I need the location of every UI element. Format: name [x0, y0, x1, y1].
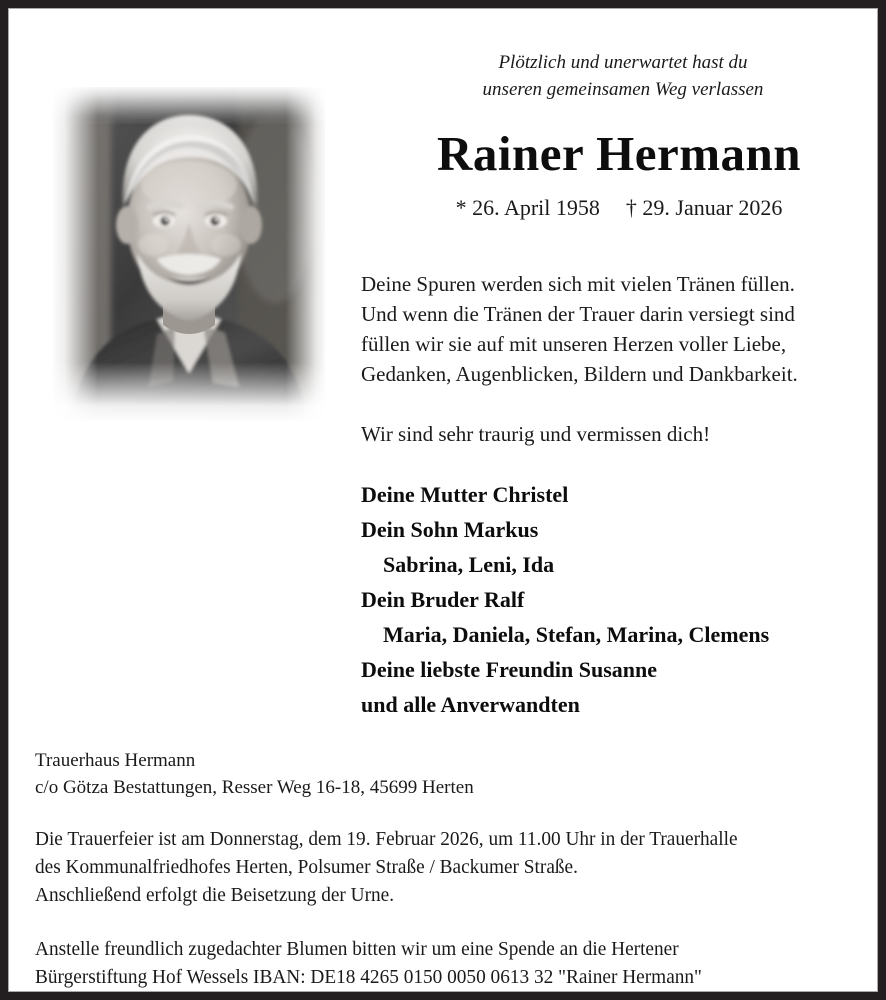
portrait-photo [53, 87, 325, 421]
donation-line-1: Anstelle freundlich zugedachter Blumen bitten wir um eine Spende an die Hertener [35, 938, 679, 960]
ceremony-details-block [35, 825, 842, 909]
epitaph-line-1: Plötzlich und unerwartet hast du [498, 52, 748, 73]
epitaph [369, 49, 877, 103]
family-member: Maria, Daniela, Stefan, Marina, Clemens [383, 621, 770, 647]
family-member: Dein Sohn Markus [361, 516, 539, 542]
footer-information [35, 747, 871, 991]
ceremony-line-3: Anschließend erfolgt die Beisetzung der Urne. [35, 884, 395, 906]
family-member: und alle Anverwandten [361, 691, 580, 717]
donation-line-2: Bürgerstiftung Hof Wessels IBAN: DE18 4265 0150 0050 0613 32 "Rainer Hermann" [35, 966, 702, 988]
death-date: † 29. Januar 2026 [625, 194, 783, 220]
family-member: Deine Mutter Christel [361, 481, 569, 507]
epitaph-line-2: unseren gemeinsamen Weg verlassen [482, 79, 764, 100]
family-member: Deine liebste Freundin Susanne [361, 656, 658, 682]
portrait-svg [53, 87, 325, 421]
verse-line-3: füllen wir sie auf mit unseren Herzen voller Liebe, [361, 331, 787, 356]
life-dates [361, 195, 877, 221]
birth-date: * 26. April 1958 [455, 194, 600, 220]
memorial-verse [361, 269, 877, 389]
mourning-house-block [35, 747, 871, 801]
verse-closing-line: Wir sind sehr traurig und vermissen dich! [361, 421, 711, 446]
verse-line-4: Gedanken, Augenblicken, Bildern und Dankbarkeit. [361, 361, 798, 386]
mourning-house-address: c/o Götza Bestattungen, Resser Weg 16-18, 45699 Herten [35, 777, 474, 798]
notice-inner-frame [8, 8, 878, 992]
deceased-name: Rainer Hermann [436, 126, 802, 181]
main-text-column [361, 49, 877, 722]
verse-line-2: Und wenn die Tränen der Trauer darin versiegt sind [361, 301, 795, 326]
ceremony-line-2: des Kommunalfriedhofes Herten, Polsumer Straße / Backumer Straße. [35, 856, 578, 878]
verse-line-1: Deine Spuren werden sich mit vielen Tränen füllen. [361, 271, 795, 296]
family-member: Sabrina, Leni, Ida [383, 551, 555, 577]
portrait-image [53, 87, 325, 421]
donation-request-block [35, 935, 842, 991]
family-member: Dein Bruder Ralf [361, 586, 525, 612]
ceremony-line-1: Die Trauerfeier ist am Donnerstag, dem 19. Februar 2026, um 11.00 Uhr in der Trauerhalle [35, 828, 738, 850]
family-list [361, 477, 877, 722]
mourning-house-name: Trauerhaus Hermann [35, 750, 196, 771]
